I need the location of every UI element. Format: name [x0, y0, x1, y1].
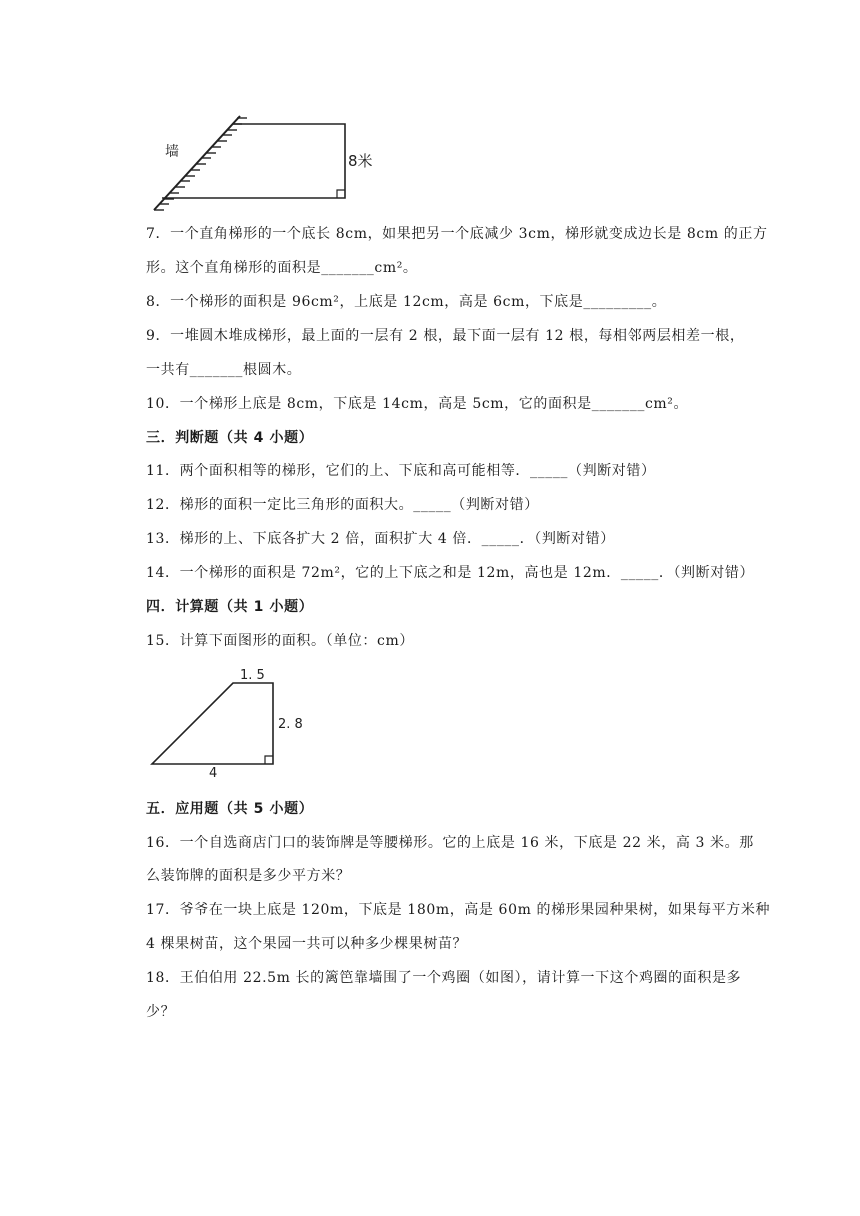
question-8: 8．一个梯形的面积是 96cm²，上底是 12cm，高是 6cm，下底是_________。	[146, 294, 667, 310]
question-16-line-1: 16．一个自选商店门口的装饰牌是等腰梯形。它的上底是 16 米，下底是 22 米，高 3 米。那	[146, 835, 754, 851]
question-14: 14．一个梯形的面积是 72m²，它的上下底之和是 12m，高也是 12m．_____．（判断对错）	[146, 565, 755, 581]
section-4-title: 四．计算题（共 1 小题）	[146, 599, 314, 615]
right-angle-marker	[337, 190, 345, 198]
question-9-line-1: 9．一堆圆木堆成梯形，最上面的一层有 2 根，最下面一层有 12 根，每相邻两层相差一根，	[146, 328, 745, 344]
question-9-line-2: 一共有_______根圆木。	[146, 362, 302, 378]
question-7-line-2: 形。这个直角梯形的面积是_______cm²。	[146, 260, 418, 276]
question-12: 12．梯形的面积一定比三角形的面积大。_____（判断对错）	[146, 497, 539, 513]
figure-chicken-coop	[140, 108, 390, 218]
question-18-line-2: 少？	[146, 1004, 176, 1020]
question-17-line-2: 4 棵果树苗，这个果园一共可以种多少棵果树苗？	[146, 936, 468, 952]
top-base-label: 1. 5	[240, 668, 265, 683]
right-angle-marker	[265, 756, 273, 764]
wall-label: 墙	[165, 144, 179, 160]
section-3-title: 三．判断题（共 4 小题）	[146, 430, 314, 446]
height-label: 2. 8	[278, 717, 303, 732]
bottom-base-label: 4	[209, 766, 218, 781]
question-7-line-1: 7．一个直角梯形的一个底长 8cm，如果把另一个底减少 3cm，梯形就变成边长是 8cm 的正方	[146, 226, 768, 242]
figure-trapezoid	[140, 660, 320, 785]
question-18-line-1: 18．王伯伯用 22.5m 长的篱笆靠墙围了一个鸡圈（如图），请计算一下这个鸡圈的面积是多	[146, 970, 742, 986]
question-17-line-1: 17．爷爷在一块上底是 120m，下底是 180m，高是 60m 的梯形果园种果树，如果每平方米种	[146, 902, 771, 918]
question-15: 15．计算下面图形的面积。（单位：cm）	[146, 633, 414, 649]
question-11: 11．两个面积相等的梯形，它们的上、下底和高可能相等．_____（判断对错）	[146, 463, 656, 479]
question-10: 10．一个梯形上底是 8cm，下底是 14cm，高是 5cm，它的面积是_______cm²。	[146, 396, 689, 412]
question-13: 13．梯形的上、下底各扩大 2 倍，面积扩大 4 倍．_____．（判断对错）	[146, 531, 615, 547]
question-16-line-2: 么装饰牌的面积是多少平方米？	[146, 868, 351, 884]
trapezoid-shape	[152, 683, 273, 764]
fence-outline	[162, 124, 345, 198]
section-5-title: 五．应用题（共 5 小题）	[146, 801, 314, 817]
height-label: 8米	[348, 152, 373, 170]
